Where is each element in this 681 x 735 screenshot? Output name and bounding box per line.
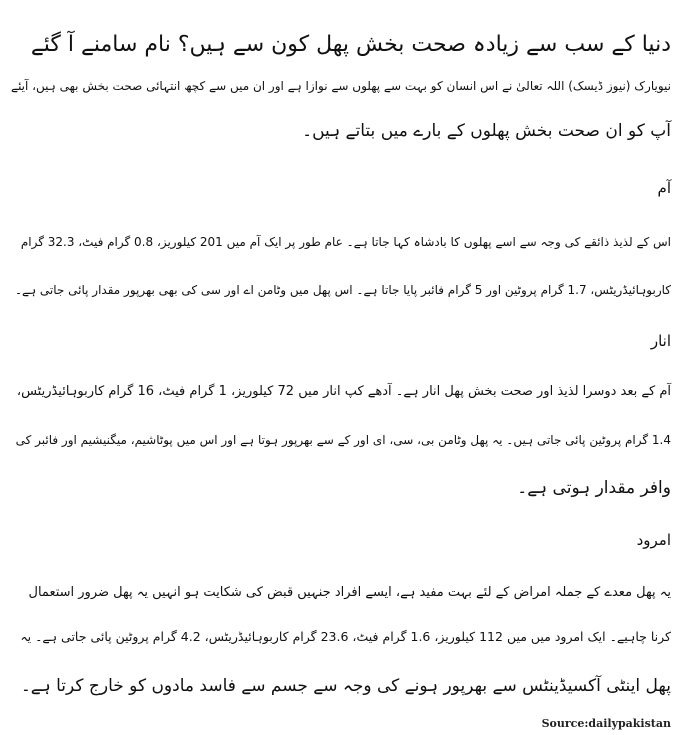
pomegranate-paragraph-line-3: وافر مقدار ہوتی ہے۔ (517, 478, 671, 498)
guava-paragraph-line-2: کرنا چاہیے۔ ایک امرود میں میں 112 کیلوریز، 1.6 گرام فیٹ، 23.6 گرام کاربوہائیڈریٹس، 4.2 گرام پروٹین پائی جاتی ہے۔ یہ (20, 629, 671, 644)
guava-paragraph-line-1: یہ پھل معدے کے جملہ امراض کے لئے بہت مفید ہے، ایسے افراد جنہیں قبض کی شکایت ہو انہیں یہ پھل ضرور استعمال (28, 585, 671, 600)
section-heading-pomegranate: انار (650, 332, 671, 350)
source-credit: Source:dailypakistan (541, 717, 671, 730)
mango-paragraph-line-2: کاربوہائیڈریٹس، 1.7 گرام پروٹین اور 5 گرام فائبر پایا جاتا ہے۔ اس پھل میں وٹامن اے اور سی کی بھی بھرپور مقدار پائی جاتی ہے۔ (15, 283, 671, 297)
article-title: دنیا کے سب سے زیادہ صحت بخش پھل کون سے ہیں؟ نام سامنے آ گئے (30, 32, 671, 57)
guava-paragraph-line-3: پھل اینٹی آکسیڈینٹس سے بھرپور ہونے کی وجہ سے جسم سے فاسد مادوں کو خارج کرتا ہے۔ (20, 676, 671, 696)
section-heading-guava: امرود (636, 531, 671, 549)
intro-line-1: نیویارک (نیوز ڈیسک) اللہ تعالیٰ نے اس انسان کو بہت سے پھلوں سے نوازا ہے اور ان میں سے کچھ انتہائی صحت بخش بھی ہیں، آیئے (11, 79, 671, 93)
pomegranate-paragraph-line-2: 1.4 گرام پروٹین پائی جاتی ہیں۔ یہ پھل وٹامن بی، سی، ای اور کے سے بھرپور ہوتا ہے اور اس میں پوٹاشیم، میگنیشیم اور فائبر کی (15, 433, 671, 447)
mango-paragraph-line-1: اس کے لذیذ ذائقے کی وجہ سے اسے پھلوں کا بادشاہ کہا جاتا ہے۔ عام طور پر ایک آم میں 201 کیلوریز، 0.8 گرام فیٹ، 32.3 گرام (20, 235, 671, 249)
intro-line-2: آپ کو ان صحت بخش پھلوں کے بارے میں بتاتے ہیں۔ (302, 121, 671, 141)
section-heading-mango: آم (657, 179, 671, 197)
pomegranate-paragraph-line-1: آم کے بعد دوسرا لذیذ اور صحت بخش پھل انار ہے۔ آدھے کپ انار میں 72 کیلوریز، 1 گرام فیٹ، 16 گرام کاربوہائیڈریٹس، (16, 384, 671, 399)
